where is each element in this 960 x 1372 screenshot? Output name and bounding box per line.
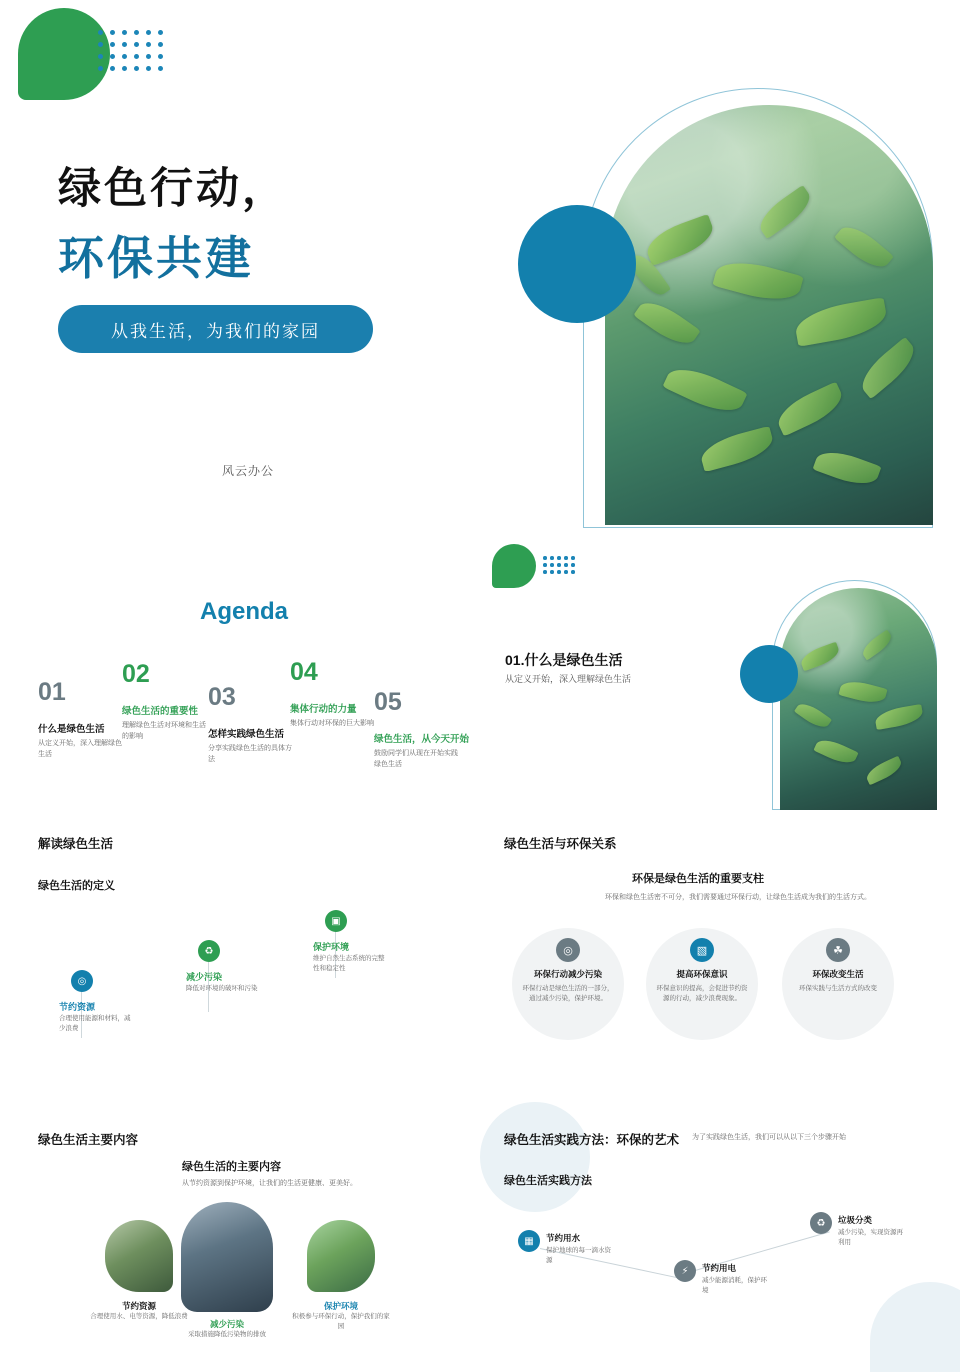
cover-title-line2: 环保共建 — [58, 232, 254, 284]
section-subtitle: 从定义开始，深入理解绿色生活 — [505, 674, 632, 684]
agenda-description: 理解绿色生活对环境和生活的影响 — [122, 722, 206, 740]
bubble-heading: 环保改变生活 — [812, 969, 864, 979]
content-lead: 从节约资源到保护环境，让我们的生活更健康、更美好。 — [182, 1180, 357, 1187]
shield-icon: ▣ — [325, 910, 347, 932]
agenda-heading: 什么是绿色生活 — [38, 724, 105, 735]
agenda-number: 01 — [38, 678, 66, 706]
step-heading: 垃圾分类 — [838, 1215, 873, 1225]
cover-photo — [605, 105, 933, 525]
card-description: 积极参与环保行动，保护我们的家园 — [292, 1313, 390, 1331]
agenda-description: 从定义开始，深入理解绿色生活 — [38, 740, 122, 758]
soft-blob-decoration — [480, 1102, 590, 1212]
content-slide — [0, 1102, 480, 1352]
soft-blob-decoration — [870, 1282, 960, 1372]
agenda-item-02[interactable] — [122, 662, 208, 742]
bubble-heading: 提高环保意识 — [676, 969, 728, 979]
node-heading: 减少污染 — [186, 972, 223, 982]
target-icon: ◎ — [556, 938, 580, 962]
agenda-description: 分享实践绿色生活的具体方法 — [208, 745, 292, 763]
step-description: 减少能源消耗，保护环境 — [702, 1277, 767, 1295]
bubble-description: 环保实践与生活方式的改变 — [799, 985, 877, 992]
node-description: 降低对环境的破坏和污染 — [186, 985, 258, 992]
step-description: 减少污染，实现资源再利用 — [838, 1229, 903, 1247]
agenda-heading: 集体行动的力量 — [290, 704, 357, 715]
agenda-item-05[interactable] — [374, 690, 469, 770]
agenda-description: 集体行动对环保的巨大影响 — [290, 720, 374, 727]
bubble-heading: 环保行动减少污染 — [533, 969, 602, 979]
agenda-item-03[interactable] — [208, 685, 294, 765]
recycle-icon: ♻ — [810, 1212, 832, 1234]
slide-title: 绿色生活主要内容 — [38, 1133, 139, 1147]
agenda-slide — [0, 540, 960, 812]
step-heading: 节约用水 — [546, 1233, 581, 1243]
slide-title: 绿色生活实践方法：环保的艺术 — [504, 1133, 680, 1147]
agenda-item-01[interactable] — [38, 680, 124, 760]
card-heading: 减少污染 — [209, 1319, 244, 1329]
plug-icon: ⚡ — [674, 1260, 696, 1282]
agenda-heading: 绿色生活，从今天开始 — [374, 734, 470, 745]
agenda-item-04[interactable] — [290, 660, 376, 730]
agenda-number: 02 — [122, 660, 150, 688]
card-description: 合理使用水、电等资源，降低浪费 — [90, 1313, 188, 1320]
lightbulb-icon: ▧ — [690, 938, 714, 962]
bubble-description: 环保行动是绿色生活的一部分，通过减少污染，保护环境。 — [522, 985, 614, 1003]
card-heading: 节约资源 — [121, 1301, 156, 1311]
agenda-heading: 怎样实践绿色生活 — [208, 729, 285, 740]
card-description: 采取措施降低污染物的排放 — [188, 1331, 266, 1338]
relation-headline: 环保是绿色生活的重要支柱 — [632, 873, 764, 885]
agenda-title: Agenda — [200, 598, 289, 625]
teal-circle-decoration — [740, 645, 798, 703]
water-drop-icon: ▦ — [518, 1230, 540, 1252]
practice-subtitle: 绿色生活实践方法 — [504, 1175, 592, 1187]
relation-slide — [480, 812, 960, 1102]
practice-lead: 为了实践绿色生活，我们可以从以下三个步骤开始 — [692, 1134, 846, 1141]
section-title: 01.什么是绿色生活 — [505, 652, 623, 668]
section-photo — [780, 588, 937, 810]
content-photo-2 — [181, 1202, 273, 1312]
node-description: 维护自然生态系统的完整性和稳定性 — [313, 955, 385, 973]
cover-title-line1: 绿色行动， — [58, 165, 288, 213]
target-icon: ◎ — [71, 970, 93, 992]
card-heading: 保护环境 — [323, 1301, 358, 1311]
step-heading: 节约用电 — [702, 1263, 737, 1273]
agenda-number: 03 — [208, 683, 236, 711]
content-headline: 绿色生活的主要内容 — [182, 1161, 281, 1173]
definition-slide — [0, 812, 480, 1102]
agenda-description: 鼓励同学们从现在开始实践绿色生活 — [374, 750, 458, 768]
content-photo-1 — [105, 1220, 173, 1292]
recycle-icon: ♻ — [198, 940, 220, 962]
node-description: 合理使用能源和材料，减少浪费 — [59, 1015, 131, 1033]
practice-slide — [480, 1102, 960, 1352]
content-photo-3 — [307, 1220, 375, 1292]
cover-author: 风云办公 — [222, 464, 275, 478]
teal-circle-decoration — [518, 205, 636, 323]
dot-grid-decoration — [543, 556, 575, 578]
cover-subtitle-pill: 从我生活，为我们的家园 — [58, 305, 373, 353]
slide-subtitle: 绿色生活的定义 — [38, 880, 115, 892]
green-blob-decoration — [492, 544, 536, 588]
step-description: 保护地球的每一滴水资源 — [546, 1247, 611, 1265]
slide-title: 绿色生活与环保关系 — [504, 837, 617, 851]
dot-grid-decoration — [98, 30, 162, 76]
cover-slide — [0, 0, 960, 540]
agenda-heading: 绿色生活的重要性 — [122, 706, 199, 717]
agenda-number: 04 — [290, 658, 318, 686]
leaf-icon: ☘ — [826, 938, 850, 962]
bubble-description: 环保意识的提高，会促进节约资源的行动，减少浪费现象。 — [656, 985, 748, 1003]
green-blob-decoration — [18, 8, 110, 100]
relation-lead: 环保和绿色生活密不可分，我们需要通过环保行动，让绿色生活成为我们的生活方式。 — [605, 894, 871, 901]
slide-title: 解读绿色生活 — [38, 837, 114, 851]
node-heading: 保护环境 — [313, 942, 350, 952]
agenda-number: 05 — [374, 688, 402, 716]
node-heading: 节约资源 — [59, 1002, 96, 1012]
